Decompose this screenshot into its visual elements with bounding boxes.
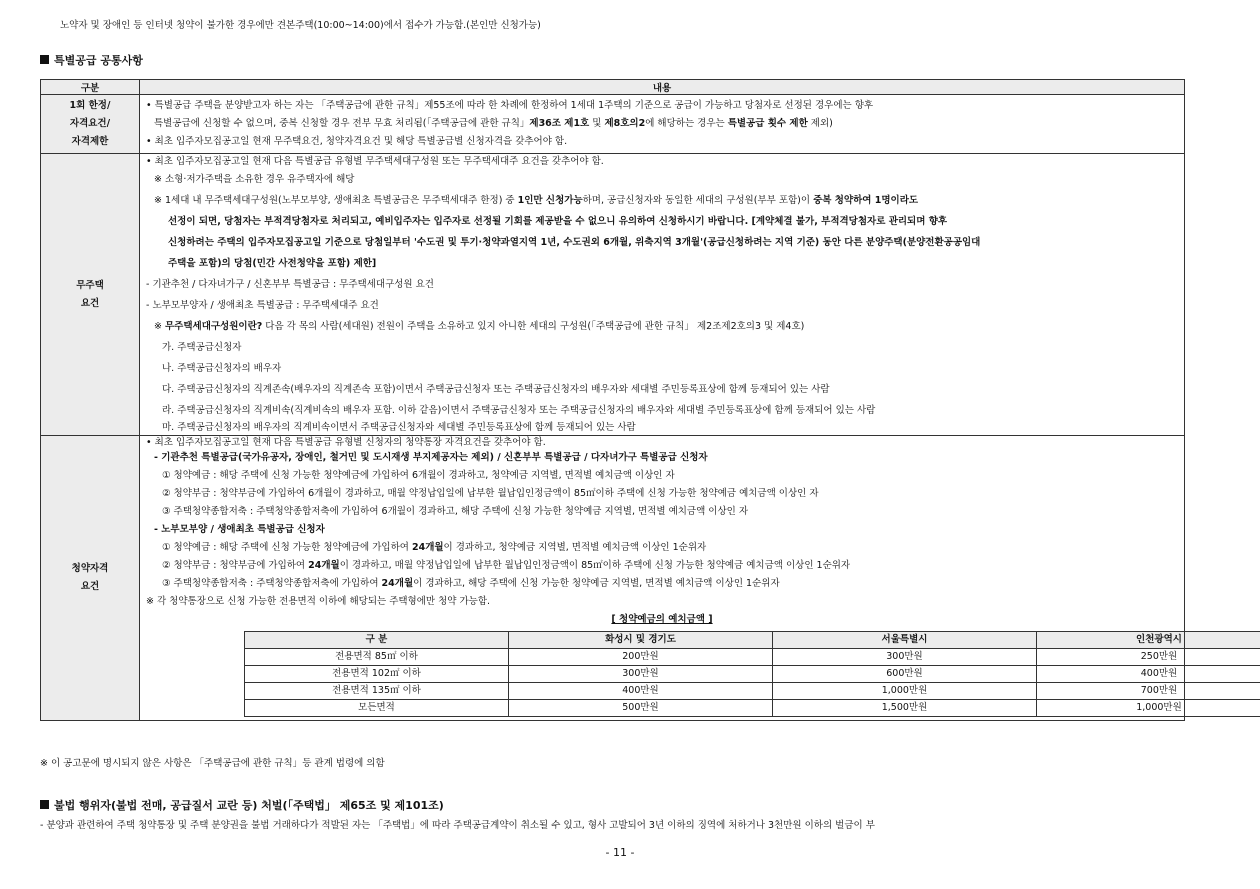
- text-line: ① 청약예금 : 해당 주택에 신청 가능한 청약예금에 가입하여 6개월이 경과하고, 청약예금 지역별, 면적별 예치금액 이상인 자: [162, 470, 675, 482]
- footnote: ※ 이 공고문에 명시되지 않은 사항은 「주택공급에 관한 규칙」등 관계 법령에 의함: [40, 758, 385, 769]
- deposit-header-row: [245, 632, 1260, 649]
- row-one-time-limit: [41, 95, 1185, 154]
- deposit-cell: 500만원: [509, 700, 773, 717]
- section-title-penalty: [40, 797, 444, 813]
- content-subscription-qualification: [140, 436, 1185, 721]
- text-line: ③ 주택청약종합저축 : 주택청약종합저축에 가입하여 6개월이 경과하고, 해당 주택에 신청 가능한 청약예금 지역별, 면적별 예치금액 이상인 자: [162, 506, 749, 518]
- deposit-cell: 400만원: [509, 683, 773, 700]
- deposit-cell: 1,500만원: [773, 700, 1037, 717]
- text-line: 라. 주택공급신청자의 직계비속(직계비속의 배우자 포함. 이하 같음)이면서 주택공급신청자 또는 주택공급신청자의 배우자와 세대별 주민등록표상에 함께 등재되어 있는 사람: [162, 405, 876, 417]
- deposit-row: [245, 700, 1260, 717]
- deposit-header: 서울특별시: [773, 632, 1037, 649]
- deposit-cell: 700만원: [1037, 683, 1260, 700]
- category-line: 무주택: [76, 279, 104, 291]
- text-line: 마. 주택공급신청자의 배우자의 직계비속이면서 주택공급신청자와 세대별 주민등록표상에 함께 등재되어 있는 사람: [162, 422, 636, 434]
- text-line: • 최초 입주자모집공고일 현재 다음 특별공급 유형별 무주택세대구성원 또는 무주택세대주 요건을 갖추어야 함.: [146, 156, 604, 167]
- header-content: 내용: [140, 80, 1185, 95]
- header-category: 구분: [41, 80, 140, 95]
- text-line: • 최초 입주자모집공고일 현재 다음 특별공급 유형별 신청자의 청약통장 자격요건을 갖추어야 함.: [146, 437, 546, 449]
- text-line: - 기관추천 / 다자녀가구 / 신혼부부 특별공급 : 무주택세대구성원 요건: [146, 279, 434, 291]
- text-line: 주택을 포함)의 당첨(민간 사전청약을 포함) 제한]: [168, 258, 377, 270]
- square-bullet-icon: [40, 55, 49, 64]
- text-line: - 노부모부양 / 생애최초 특별공급 신청자: [154, 524, 325, 536]
- text-line: 가. 주택공급신청자: [162, 342, 242, 354]
- deposit-cell: 1,000만원: [773, 683, 1037, 700]
- category-line: 요건: [80, 581, 100, 593]
- deposit-header: 화성시 및 경기도: [509, 632, 773, 649]
- text-line: 특별공급에 신청할 수 없으며, 중복 신청할 경우 전부 무효 처리됨(「주택공급에 관한 규칙」제36조 제1호 및 제8호의2에 해당하는 경우는 특별공급 횟수 제한 제외): [154, 118, 833, 129]
- deposit-cell: 전용면적 102㎡ 이하: [245, 666, 509, 683]
- deposit-cell: 전용면적 135㎡ 이하: [245, 683, 509, 700]
- penalty-text: - 분양과 관련하여 주택 청약통장 및 주택 분양권을 불법 거래하다가 적발된 자는 「주택법」에 따라 주택공급계약이 취소될 수 있고, 형사 고발되어 3년 이하의 징역에 처하거나 3천만원 이하의 벌금이 부: [40, 820, 875, 831]
- text-line: 선정이 되면, 당첨자는 부적격당첨자로 처리되고, 예비입주자는 입주자로 선정될 기회를 제공받을 수 없으니 유의하여 신청하시기 바랍니다. [계약체결 불가, 부적격당첨자로 관리되며 향후: [168, 216, 948, 228]
- text-line: ※ 1세대 내 무주택세대구성원(노부모부양, 생애최초 특별공급은 무주택세대주 한정) 중 1인만 신청가능하며, 공급신청자와 동일한 세대의 구성원(부부 포함)이 중복 청약하여 1명이라도: [154, 195, 919, 207]
- special-supply-table: [40, 79, 1185, 721]
- deposit-cell: 300만원: [773, 649, 1037, 666]
- category-line: 자격제한: [71, 136, 109, 147]
- text-line: - 기관추천 특별공급(국가유공자, 장애인, 철거민 및 도시재생 부지제공자는 제외) / 신혼부부 특별공급 / 다자녀가구 특별공급 신청자: [154, 452, 708, 464]
- deposit-amount-table: [244, 631, 1260, 717]
- deposit-cell: 600만원: [773, 666, 1037, 683]
- category-one-time-limit: [41, 95, 140, 154]
- text-line: • 특별공급 주택을 분양받고자 하는 자는 「주택공급에 관한 규칙」제55조에 따라 한 차례에 한정하여 1세대 1주택의 기준으로 공급이 가능하고 당첨자로 선정된 경우에는 향후: [146, 100, 874, 111]
- deposit-cell: 400만원: [1037, 666, 1260, 683]
- deposit-cell: 1,000만원: [1037, 700, 1260, 717]
- section-title-text: 불법 행위자(불법 전매, 공급질서 교란 등) 처벌(「주택법」 제65조 및 제101조): [54, 799, 444, 812]
- deposit-cell: 250만원: [1037, 649, 1260, 666]
- deposit-row: [245, 683, 1260, 700]
- deposit-row: [245, 649, 1260, 666]
- text-line: ※ 소형·저가주택을 소유한 경우 유주택자에 해당: [154, 174, 355, 186]
- text-line: ※ 각 청약통장으로 신청 가능한 전용면적 이하에 해당되는 주택형에만 청약 가능함.: [146, 596, 491, 608]
- text-line: ② 청약부금 : 청약부금에 가입하여 6개월이 경과하고, 매월 약정납입일에 납부한 월납입인정금액이 85㎡이하 주택에 신청 가능한 청약예금 예치금액 이상인 자: [162, 488, 819, 500]
- content-one-time-limit: [140, 95, 1185, 154]
- category-line: 자격요건/: [69, 118, 111, 129]
- text-line: ① 청약예금 : 해당 주택에 신청 가능한 청약예금에 가입하여 24개월이 경과하고, 청약예금 지역별, 면적별 예치금액 이상인 1순위자: [162, 542, 707, 554]
- table-header-row: [41, 80, 1185, 95]
- deposit-header: 구 분: [245, 632, 509, 649]
- page-number: - 11 -: [605, 846, 635, 859]
- deposit-cell: 200만원: [509, 649, 773, 666]
- deposit-header: 인천광역시: [1037, 632, 1260, 649]
- content-no-house: [140, 154, 1185, 436]
- text-line: - 노부모부양자 / 생애최초 특별공급 : 무주택세대주 요건: [146, 300, 379, 312]
- text-line: ※ 무주택세대구성원이란? 다음 각 목의 사람(세대원) 전원이 주택을 소유하고 있지 아니한 세대의 구성원(「주택공급에 관한 규칙」 제2조제2호의3 및 제4호): [154, 321, 805, 333]
- text-line: 나. 주택공급신청자의 배우자: [162, 363, 282, 375]
- text-line: • 최초 입주자모집공고일 현재 무주택요건, 청약자격요건 및 해당 특별공급별 신청자격을 갖추어야 함.: [146, 136, 568, 147]
- row-subscription-qualification: [41, 436, 1185, 721]
- top-note: 노약자 및 장애인 등 인터넷 청약이 불가한 경우에만 견본주택(10:00~14:00)에서 접수가 가능함.(본인만 신청가능): [60, 20, 541, 31]
- section-title-text: 특별공급 공통사항: [54, 54, 143, 67]
- deposit-cell: 300만원: [509, 666, 773, 683]
- text-line: 신청하려는 주택의 입주자모집공고일 기준으로 당첨일부터 '수도권 및 투기·청약과열지역 1년, 수도권외 6개월, 위축지역 3개월'(공급신청하려는 지역 기준) 동안 다른 분양주택(분양전환공공임대: [168, 237, 981, 249]
- deposit-cell: 모든면적: [245, 700, 509, 717]
- section-title-special-supply: [40, 52, 143, 68]
- text-line: 다. 주택공급신청자의 직계존속(배우자의 직계존속 포함)이면서 주택공급신청자 또는 주택공급신청자의 배우자와 세대별 주민등록표상에 함께 등재되어 있는 사람: [162, 384, 830, 396]
- deposit-cell: 전용면적 85㎡ 이하: [245, 649, 509, 666]
- category-no-house: [41, 154, 140, 436]
- category-line: 1회 한정/: [69, 100, 111, 111]
- text-line: ③ 주택청약종합저축 : 주택청약종합저축에 가입하여 24개월이 경과하고, 해당 주택에 신청 가능한 청약예금 지역별, 면적별 예치금액 이상인 1순위자: [162, 578, 780, 590]
- category-line: 청약자격: [71, 563, 109, 575]
- category-line: 요건: [80, 297, 100, 309]
- deposit-table-title: [ 청약예금의 예치금액 ]: [611, 614, 713, 626]
- text-line: ② 청약부금 : 청약부금에 가입하여 24개월이 경과하고, 매월 약정납입일에 납부한 월납입인정금액이 85㎡이하 주택에 신청 가능한 청약예금 예치금액 이상인 1순위자: [162, 560, 851, 572]
- deposit-row: [245, 666, 1260, 683]
- square-bullet-icon: [40, 800, 49, 809]
- category-subscription-qualification: [41, 436, 140, 721]
- row-no-house: [41, 154, 1185, 436]
